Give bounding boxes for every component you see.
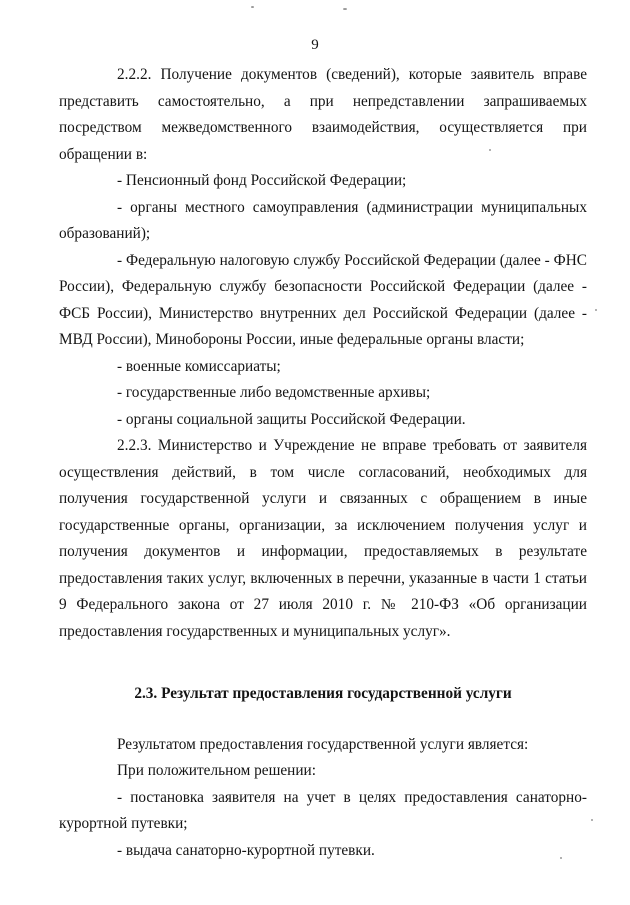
scan-speck bbox=[595, 309, 597, 311]
paragraph-2-2-2: 2.2.2. Получение документов (сведений), которые заявитель вправе представить самостоятельно, а при непредставлении запрашиваемых посредством межведомственного взаимодействия, осуществляется при обращении в: bbox=[59, 66, 587, 163]
list-item: - органы социальной защиты Российской Федерации. bbox=[117, 410, 466, 428]
list-item: - постановка заявителя на учет в целях предоставления санаторно-курортной путевки; bbox=[59, 788, 587, 832]
list-item: - Федеральную налоговую службу Российской Федерации (далее - ФНС России), Федеральную службу безопасности Российской Федерации (далее - ФСБ России), Министерство внутренних дел Российской Федерации (далее - МВД России), Минобороны России, иные федеральные органы власти; bbox=[59, 251, 587, 348]
scan-speck bbox=[591, 819, 593, 821]
list-item: - выдача санаторно-курортной путевки. bbox=[117, 841, 375, 859]
document-body bbox=[59, 62, 587, 864]
scan-speck bbox=[343, 8, 347, 10]
list-item: - военные комиссариаты; bbox=[117, 357, 281, 375]
paragraph-condition: При положительном решении: bbox=[117, 762, 316, 779]
list-item: - органы местного самоуправления (администрации муниципальных образований); bbox=[59, 198, 587, 242]
scan-speck bbox=[251, 6, 254, 8]
list-item: - государственные либо ведомственные архивы; bbox=[117, 384, 431, 401]
paragraph-result-intro: Результатом предоставления государственной услуги является: bbox=[117, 735, 529, 753]
spacer bbox=[117, 645, 587, 665]
paragraph-2-2-3: 2.2.3. Министерство и Учреждение не вправе требовать от заявителя осуществления действий, в том числе согласований, необходимых для получения государственной услуги и связанных с обращением в иные государственные органы, организации, за исключением получения услуг и получения документов и информации, предоставляемых в результате предоставления таких услуг, включенных в перечни, указанные в части 1 статьи 9 Федерального закона от 27 июля 2010 г. № 210-ФЗ «Об организации предоставления государственных и муниципальных услуг». bbox=[59, 437, 587, 640]
list-item: - Пенсионный фонд Российской Федерации; bbox=[117, 172, 407, 189]
page-number: 9 bbox=[311, 37, 319, 53]
section-heading: 2.3. Результат предоставления государственной услуги bbox=[134, 685, 512, 702]
